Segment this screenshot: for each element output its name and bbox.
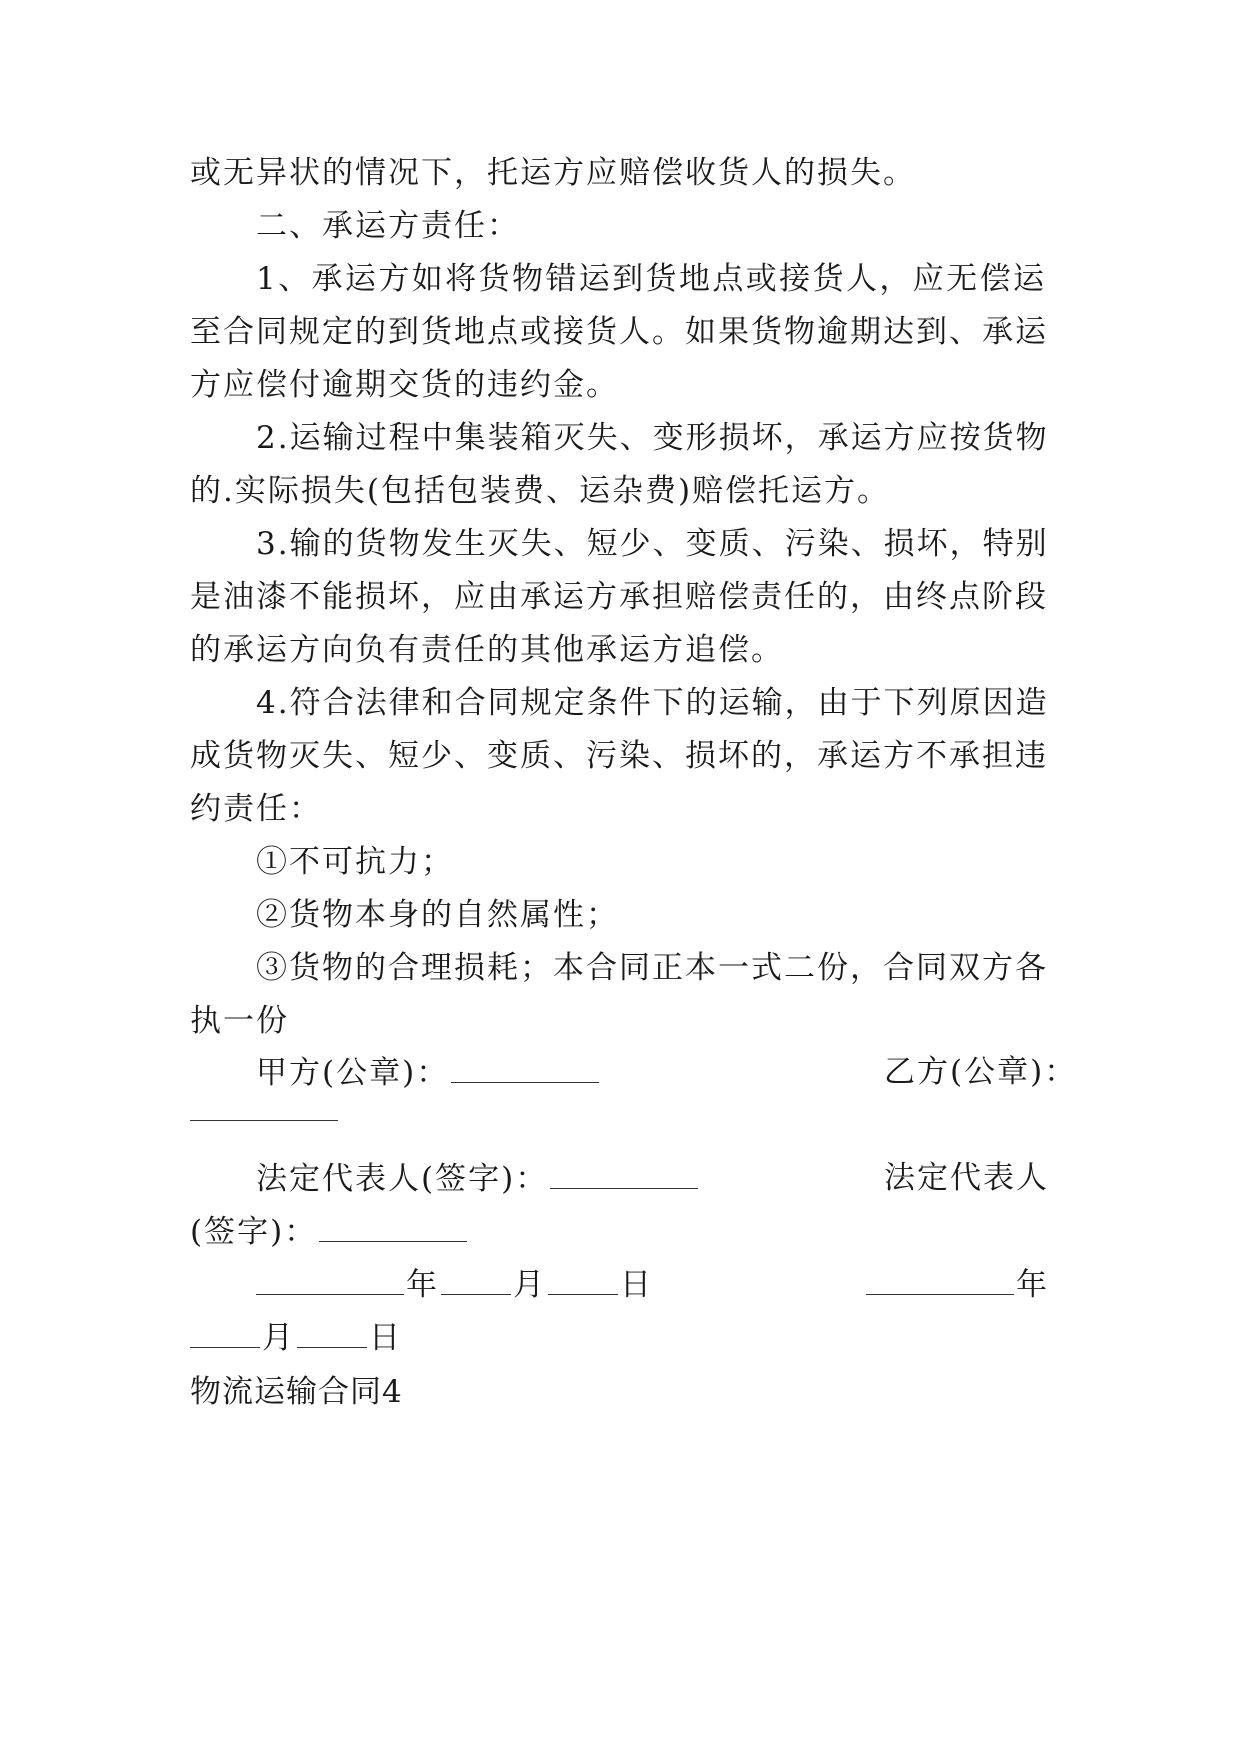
date-b-month-blank[interactable] (190, 1317, 260, 1348)
rep-b-label-continued: (签字)： (190, 1214, 318, 1250)
date-b-row (190, 1317, 402, 1358)
party-a-label: 甲方(公章)： (256, 1055, 450, 1091)
month-label: 月 (513, 1267, 546, 1303)
rep-b-label: 法定代表人 (884, 1160, 1049, 1196)
date-a-month-blank[interactable] (441, 1264, 511, 1295)
paragraph-line: 1、承运方如将货物错运到货地点或接货人，应无偿运 (256, 261, 1046, 297)
date-b-year-blank[interactable] (866, 1264, 1014, 1295)
paragraph-line: 的承运方向负有责任的其他承运方追偿。 (190, 632, 784, 668)
party-b-label: 乙方(公章)： (884, 1054, 1078, 1090)
day-label: 日 (620, 1267, 653, 1303)
party-b-seal-row (190, 1090, 340, 1131)
date-a-year-blank[interactable] (256, 1264, 404, 1295)
paragraph-line: 是油漆不能损坏，应由承运方承担赔偿责任的，由终点阶段 (190, 579, 1048, 615)
list-item: ③货物的合理损耗；本合同正本一式二份，合同双方各 (256, 950, 1048, 986)
paragraph-line: 4.符合法律和合同规定条件下的运输，由于下列原因造 (256, 685, 1049, 721)
rep-b-row (190, 1211, 469, 1252)
year-label: 年 (406, 1267, 439, 1303)
party-b-seal-blank[interactable] (190, 1090, 338, 1121)
day-label: 日 (369, 1320, 402, 1356)
party-a-seal-row (256, 1052, 601, 1093)
paragraph-line: 成货物灭失、短少、变质、污染、损坏的，承运方不承担违 (190, 738, 1048, 774)
paragraph-line: 2.运输过程中集装箱灭失、变形损坏，承运方应按货物 (256, 420, 1049, 456)
date-b-year-row (866, 1264, 1049, 1305)
rep-a-label: 法定代表人(签字)： (256, 1161, 549, 1197)
date-b-day-blank[interactable] (297, 1317, 367, 1348)
next-contract-heading: 物流运输合同4 (190, 1374, 403, 1410)
date-a-row (256, 1264, 653, 1305)
paragraph-line: 约责任： (190, 791, 322, 827)
rep-b-signature-blank[interactable] (319, 1211, 467, 1242)
rep-a-signature-blank[interactable] (550, 1158, 698, 1189)
list-item: ①不可抗力； (256, 844, 454, 880)
rep-a-row (256, 1158, 700, 1199)
paragraph-line: 的.实际损失(包括包装费、运杂费)赔偿托运方。 (190, 473, 891, 509)
paragraph-line: 至合同规定的到货地点或接货人。如果货物逾期达到、承运 (190, 314, 1048, 350)
paragraph-line: 3.输的货物发生灭失、短少、变质、污染、损坏，特别 (256, 526, 1049, 562)
party-a-seal-blank[interactable] (451, 1052, 599, 1083)
section-heading: 二、承运方责任： (256, 208, 520, 244)
paragraph-line: 方应偿付逾期交货的违约金。 (190, 367, 619, 403)
paragraph-line: 或无异状的情况下，托运方应赔偿收货人的损失。 (190, 155, 916, 191)
paragraph-line: 执一份 (190, 1003, 289, 1039)
date-a-day-blank[interactable] (548, 1264, 618, 1295)
list-item: ②货物本身的自然属性； (256, 897, 619, 933)
month-label: 月 (262, 1320, 295, 1356)
year-label: 年 (1016, 1267, 1049, 1303)
